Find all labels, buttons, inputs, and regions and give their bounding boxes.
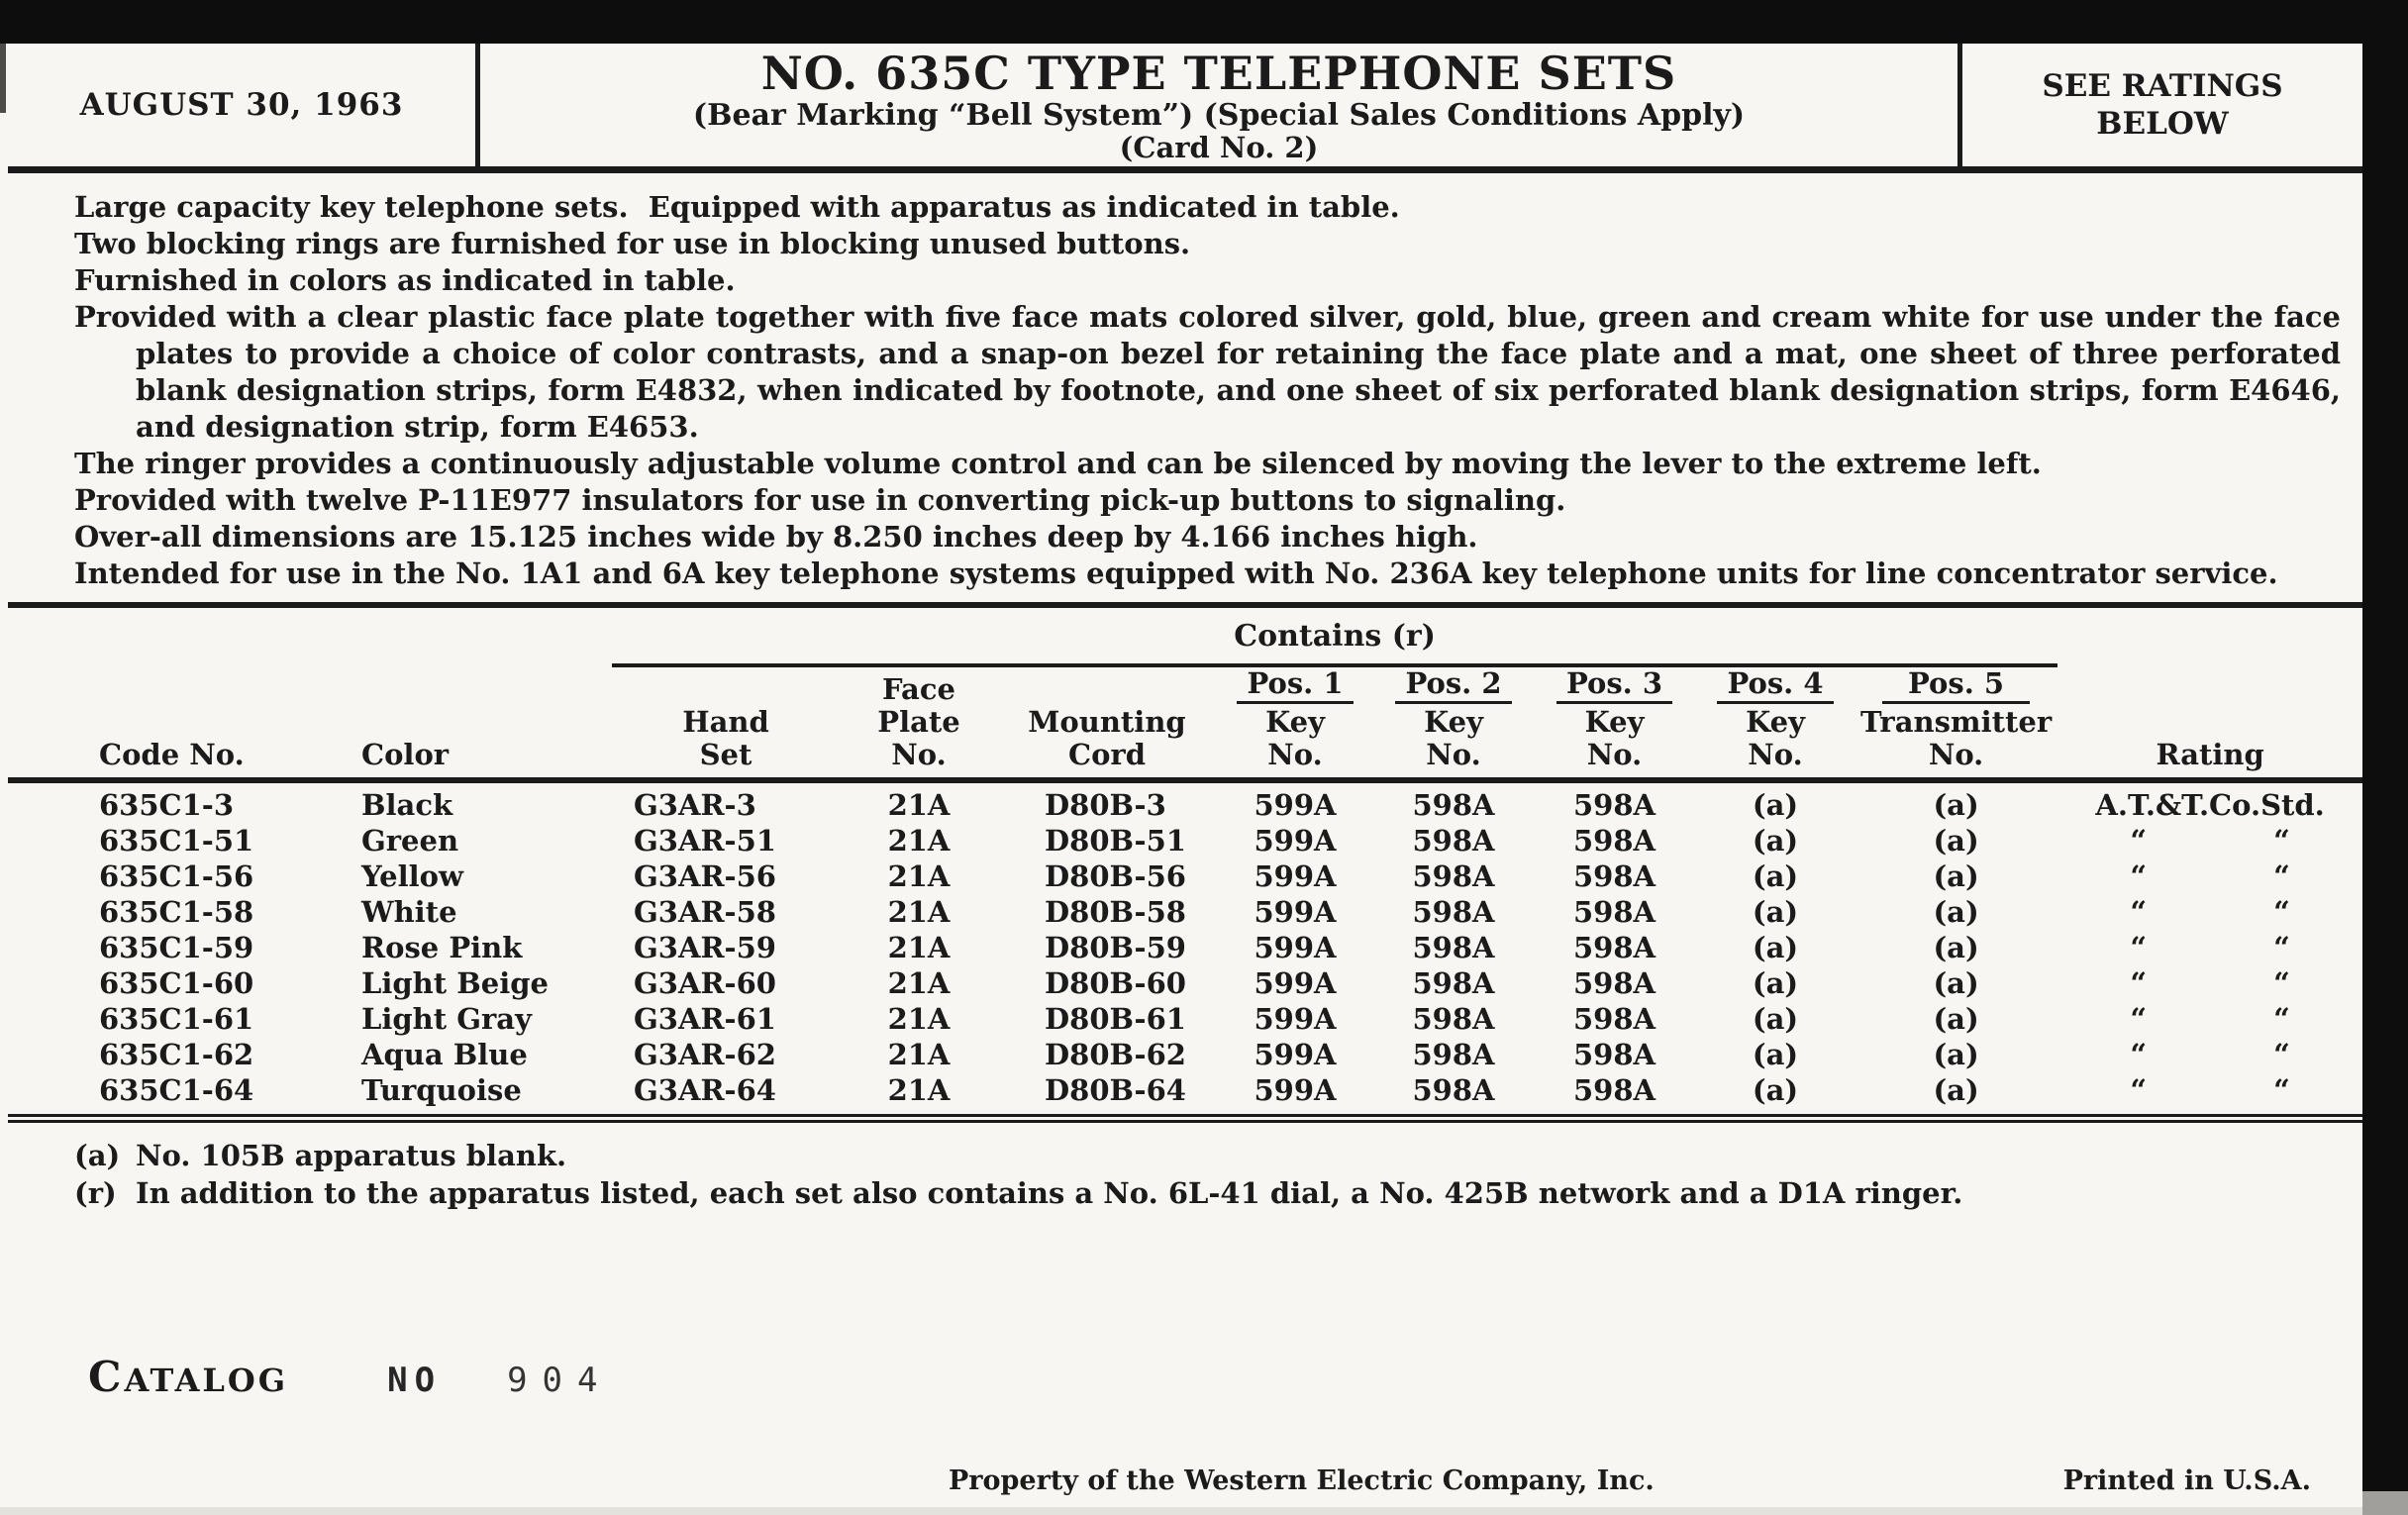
page-title: NO. 635C TYPE TELEPHONE SETS [760,47,1677,100]
scan-right-edge [2362,0,2408,1491]
col-header-line: Plate [877,705,960,739]
table-body [8,780,2362,1119]
table-row [8,1001,2362,1037]
table-row [8,965,2362,1001]
cell-face-plate-no: 21A [887,1038,951,1071]
description [8,189,2362,592]
col-header-line: No. [1748,738,1803,771]
cell-rating [2057,823,2362,858]
description-paragraph: Over-all dimensions are 15.125 inches wide by 8.250 inches deep by 4.166 inches high. [74,520,1478,554]
col-header-pos5 [1855,665,2057,780]
cell-mounting-cord: D80B-58 [1045,895,1186,929]
cell-mounting-cord: D80B-59 [1045,931,1186,964]
cell-hand-set: G3AR-59 [634,931,776,964]
cell-pos3-key-no: 598A [1572,895,1656,929]
cell-rating [2057,1072,2362,1119]
cell-pos3-key-no: 598A [1572,966,1656,1000]
cell-hand-set: G3AR-61 [634,1002,776,1036]
cell-hand-set: G3AR-58 [634,895,776,929]
cell-color: Black [361,788,453,822]
cell-pos4-key-no: (a) [1752,1073,1799,1107]
cell-pos2-key-no: 598A [1412,824,1495,858]
contains-right-spacer [2057,612,2362,665]
table-header [8,612,2362,780]
cell-pos5-transmitter-no: (a) [1933,931,1979,964]
cell-rating [2057,1001,2362,1037]
cell-face-plate-no: 21A [887,895,951,929]
col-header-line: Hand [682,705,769,739]
col-header-face-plate [840,665,998,780]
contains-group-row [8,612,2362,665]
cell-code: 635C1-60 [99,966,254,1000]
pos-label: Pos. 1 [1237,667,1353,704]
cell-code: 635C1-64 [99,1073,254,1107]
cell-rating [2057,894,2362,930]
ditto-mark: “ [2130,1073,2148,1107]
header-ratings-cell [1957,44,2362,166]
col-header-pos4 [1696,665,1855,780]
footer [8,1465,2362,1499]
table-row [8,823,2362,858]
cell-pos5-transmitter-no: (a) [1933,1073,1979,1107]
cell-mounting-cord: D80B-51 [1045,824,1186,858]
cell-face-plate-no: 21A [887,931,951,964]
cell-hand-set: G3AR-60 [634,966,776,1000]
ditto-mark: “ [2273,931,2290,964]
cell-hand-set: G3AR-64 [634,1073,776,1107]
col-header-line: Mounting [1028,705,1186,739]
title-subtitle-line2: (Card No. 2) [1119,131,1319,164]
title-subtitle-line1: (Bear Marking “Bell System”) (Special Sales Conditions Apply) [692,98,1746,133]
header [8,44,2362,173]
description-paragraph: Large capacity key telephone sets. Equipped with apparatus as indicated in table. [74,190,1400,224]
ditto-mark: “ [2273,824,2290,858]
cell-mounting-cord: D80B-61 [1045,1002,1186,1036]
cell-pos4-key-no: (a) [1752,1002,1799,1036]
cell-hand-set: G3AR-51 [634,824,776,858]
cell-pos5-transmitter-no: (a) [1933,895,1979,929]
cell-pos2-key-no: 598A [1412,859,1495,893]
ditto-mark: “ [2130,1002,2148,1036]
cell-color: Aqua Blue [361,1038,528,1071]
cell-mounting-cord: D80B-64 [1045,1073,1186,1107]
col-header-pos1 [1216,665,1374,780]
cell-face-plate-no: 21A [887,1073,951,1107]
ditto-mark: “ [2130,931,2148,964]
cell-pos1-key-no: 599A [1254,824,1337,858]
col-header-line: Key [1424,705,1483,739]
pos-label: Pos. 2 [1395,667,1511,704]
cell-pos2-key-no: 598A [1412,1002,1495,1036]
cell-mounting-cord: D80B-60 [1045,966,1186,1000]
cell-pos3-key-no: 598A [1572,1073,1656,1107]
cell-pos1-key-no: 599A [1254,859,1337,893]
col-header-line: No. [1426,738,1481,771]
scan-top-edge [0,0,2408,44]
cell-pos5-transmitter-no: (a) [1933,966,1979,1000]
col-header-pos2 [1374,665,1533,780]
footnote [74,1137,2362,1174]
cell-code: 635C1-56 [99,859,254,893]
cell-pos5-transmitter-no: (a) [1933,788,1979,822]
col-header-code: Code No. [99,738,245,771]
col-header-line: Transmitter [1859,705,2053,739]
property-note: Property of the Western Electric Company, Inc. [949,1465,1655,1496]
cell-code: 635C1-51 [99,824,254,858]
description-paragraph: The ringer provides a continuously adjustable volume control and can be silenced by moving the lever to the extreme left. [74,447,2042,480]
col-header-line: No. [1586,738,1643,771]
cell-pos1-key-no: 599A [1254,788,1337,822]
col-header-line: Key [1746,705,1805,739]
cell-pos2-key-no: 598A [1412,788,1495,822]
ditto-mark: “ [2273,895,2290,929]
cell-face-plate-no: 21A [887,966,951,1000]
pos-label: Pos. 5 [1882,667,2030,704]
col-header-hand-set [612,665,840,780]
cell-pos5-transmitter-no: (a) [1933,859,1979,893]
cell-pos4-key-no: (a) [1752,895,1799,929]
contains-group-label: Contains (r) [1234,618,1436,654]
table-row [8,780,2362,823]
cell-pos4-key-no: (a) [1752,824,1799,858]
col-header-line: No. [891,738,947,771]
table-row [8,1072,2362,1119]
ditto-mark: “ [2130,1038,2148,1071]
ratings-note-line2: BELOW [2096,106,2229,142]
pos-label: Pos. 3 [1556,667,1672,704]
section-divider-rule [8,602,2362,608]
cell-pos1-key-no: 599A [1254,1038,1337,1071]
cell-code: 635C1-61 [99,1002,254,1036]
cell-pos3-key-no: 598A [1572,931,1656,964]
ditto-mark: “ [2130,859,2148,893]
cell-pos3-key-no: 598A [1572,788,1656,822]
cell-pos2-key-no: 598A [1412,1073,1495,1107]
cell-code: 635C1-3 [99,788,235,822]
ditto-mark: “ [2273,1038,2290,1071]
cell-pos5-transmitter-no: (a) [1933,1002,1979,1036]
cell-color: Green [361,824,459,858]
description-paragraph: Two blocking rings are furnished for use in blocking unused buttons. [74,227,1191,260]
ditto-mark: “ [2273,1073,2290,1107]
cell-pos4-key-no: (a) [1752,788,1799,822]
cell-face-plate-no: 21A [887,1002,951,1036]
cell-rating [2057,858,2362,894]
col-header-color: Color [361,738,450,771]
cell-color: Yellow [361,859,463,893]
apparatus-table [8,612,2362,1123]
cell-rating [2057,930,2362,965]
cell-mounting-cord: D80B-56 [1045,859,1186,893]
ditto-mark: “ [2130,824,2148,858]
description-paragraph: Intended for use in the No. 1A1 and 6A key telephone systems equipped with No. 236A key telephone units for line concentrator service. [74,556,2278,590]
cell-pos1-key-no: 599A [1254,931,1337,964]
col-header-line: Key [1265,705,1325,739]
header-title-cell [480,44,1957,166]
pos-label: Pos. 4 [1717,667,1833,704]
description-paragraph: Provided with twelve P-11E977 insulators for use in converting pick-up buttons to signaling. [74,483,1566,517]
footnote-marker: (a) [74,1139,121,1172]
cell-color: Rose Pink [361,931,523,964]
catalog-no-label: NO [387,1361,443,1400]
footnote [74,1174,2362,1212]
cell-code: 635C1-58 [99,895,254,929]
scan-bottom-edge [0,1507,2362,1515]
cell-mounting-cord: D80B-3 [1045,788,1166,822]
cell-code: 635C1-62 [99,1038,254,1071]
cell-pos1-key-no: 599A [1254,1073,1337,1107]
footnote-marker: (r) [74,1176,117,1210]
cell-hand-set: G3AR-3 [634,788,756,822]
scan-left-smudge [0,44,6,113]
cell-face-plate-no: 21A [887,859,951,893]
table-row [8,858,2362,894]
cell-mounting-cord: D80B-62 [1045,1038,1186,1071]
cell-code: 635C1-59 [99,931,254,964]
catalog-card [8,44,2362,1507]
catalog-label: CATALOG [88,1353,289,1401]
cell-face-plate-no: 21A [887,788,951,822]
cell-color: Light Beige [361,966,549,1000]
cell-pos5-transmitter-no: (a) [1933,824,1979,858]
cell-pos3-key-no: 598A [1572,1038,1656,1071]
col-header-line: Face [882,672,955,706]
description-paragraph: Furnished in colors as indicated in table. [74,263,736,297]
cell-pos2-key-no: 598A [1412,966,1495,1000]
cell-pos5-transmitter-no: (a) [1933,1038,1979,1071]
ditto-mark: “ [2130,895,2148,929]
column-header-row [8,665,2362,780]
printed-note: Printed in U.S.A. [2062,1465,2311,1496]
footnote-text: In addition to the apparatus listed, each set also contains a No. 6L-41 dial, a No. 425B network and a D1A ringer. [136,1176,1963,1210]
cell-hand-set: G3AR-56 [634,859,776,893]
cell-rating [2057,1037,2362,1072]
cell-pos1-key-no: 599A [1254,895,1337,929]
cell-color: Light Gray [361,1002,532,1036]
cell-color: Turquoise [361,1073,522,1107]
col-header-line: No. [1928,738,1984,771]
cell-pos3-key-no: 598A [1572,824,1656,858]
col-header-line: Cord [1068,738,1146,771]
cell-pos4-key-no: (a) [1752,1038,1799,1071]
cell-pos1-key-no: 599A [1254,966,1337,1000]
col-header-mounting-cord [998,665,1216,780]
cell-pos2-key-no: 598A [1412,1038,1495,1071]
table-row [8,930,2362,965]
scan-right-edge-foot [2362,1491,2408,1515]
col-header-pos3 [1533,665,1696,780]
footnotes [8,1137,2362,1212]
catalog-line [88,1353,612,1401]
cell-pos4-key-no: (a) [1752,931,1799,964]
contains-group-cell [612,612,2057,665]
cell-hand-set: G3AR-62 [634,1038,776,1071]
ditto-mark: “ [2130,966,2148,1000]
cell-pos3-key-no: 598A [1572,859,1656,893]
cell-rating: A.T.&T.Co.Std. [2095,788,2325,822]
cell-pos3-key-no: 598A [1572,1002,1656,1036]
catalog-number: 904 [507,1361,613,1400]
contains-left-spacer [8,612,612,665]
cell-rating [2057,965,2362,1001]
ratings-note-line1: SEE RATINGS [2042,68,2283,104]
ditto-mark: “ [2273,859,2290,893]
cell-color: White [361,895,457,929]
description-paragraph: Provided with a clear plastic face plate together with five face mats colored silver, gold, blue, green and cream white for use under the face plates to provide a choice of color contrasts, and a snap-on bezel for retaining the face plate and a mat, one sheet of three perforated blank designation strips, form E4832, when indicated by footnote, and one sheet of six perforated blank designation strips, form E4646, and designation strip, form E4653. [74,300,2352,444]
col-header-line: Key [1584,705,1645,739]
table-row [8,894,2362,930]
ditto-mark: “ [2273,966,2290,1000]
cell-pos2-key-no: 598A [1412,895,1495,929]
cell-pos2-key-no: 598A [1412,931,1495,964]
table-row [8,1037,2362,1072]
cell-pos4-key-no: (a) [1752,859,1799,893]
issue-date: AUGUST 30, 1963 [79,87,404,123]
col-header-line: No. [1267,738,1323,771]
col-header-rating: Rating [2156,738,2264,771]
header-date-cell [8,44,480,166]
cell-face-plate-no: 21A [887,824,951,858]
cell-pos4-key-no: (a) [1752,966,1799,1000]
footnote-text: No. 105B apparatus blank. [136,1139,567,1172]
ditto-mark: “ [2273,1002,2290,1036]
cell-pos1-key-no: 599A [1254,1002,1337,1036]
col-header-line: Set [699,738,752,771]
